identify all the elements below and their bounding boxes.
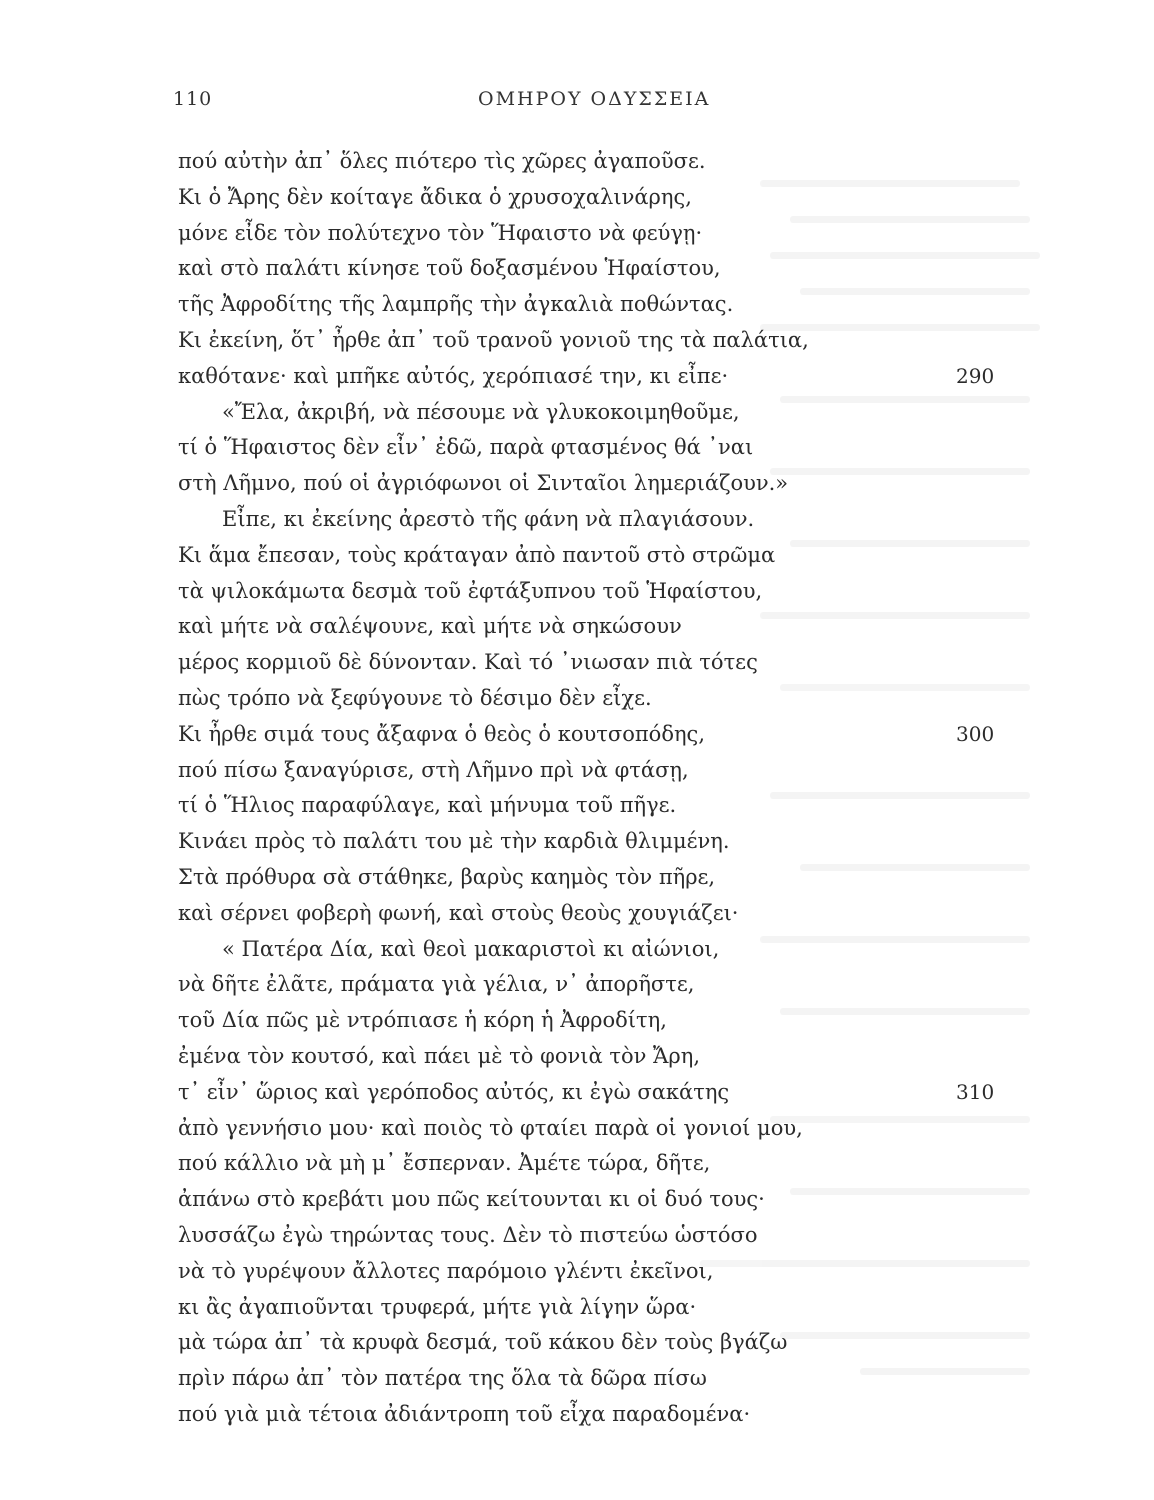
verse-line: [0, 1003, 1154, 1039]
verse-line: [0, 466, 1154, 502]
verse-line: [0, 430, 1154, 466]
verse-text: πού πίσω ξαναγύρισε, στὴ Λῆμνο πρὶ νὰ φτάσῃ,: [178, 757, 689, 782]
verse-text: πού αὐτὴν ἀπ᾽ ὅλες πιότερο τὶς χῶρες ἀγαποῦσε.: [178, 149, 706, 173]
verse-line: [0, 395, 1154, 431]
verse-text: Στὰ πρόθυρα σὰ στάθηκε, βαρὺς καημὸς τὸν πῆρε,: [178, 864, 716, 889]
verse-line: [0, 967, 1154, 1003]
verse-text: καὶ στὸ παλάτι κίνησε τοῦ δοξασμένου Ἡφαίστου,: [178, 256, 721, 281]
verse-text: κι ἂς ἀγαπιοῦνται τρυφερά, μήτε γιὰ λίγην ὥρα·: [178, 1294, 697, 1319]
verse-text: καὶ μήτε νὰ σαλέψουνε, καὶ μήτε νὰ σηκώσουν: [178, 614, 682, 639]
verse-text: Κι ἦρθε σιμά τους ἄξαφνα ὁ θεὸς ὁ κουτσοπόδης,: [178, 721, 705, 746]
verse-text: τῆς Ἀφροδίτης τῆς λαμπρῆς τὴν ἀγκαλιὰ ποθώντας.: [178, 292, 734, 317]
verse-text: μὰ τώρα ἀπ᾽ τὰ κρυφὰ δεσμά, τοῦ κάκου δὲν τοὺς βγάζω: [178, 1330, 788, 1355]
verse-line: [0, 180, 1154, 216]
verse-text: μόνε εἶδε τὸν πολύτεχνο τὸν Ἥφαιστο νὰ φεύγῃ·: [178, 220, 703, 245]
verse-text: Κι ἅμα ἔπεσαν, τοὺς κράταγαν ἀπὸ παντοῦ στὸ στρῶμα: [178, 542, 776, 567]
verse-line: [0, 896, 1154, 932]
verse-line: [0, 1075, 1154, 1111]
verse-line: [0, 1039, 1154, 1075]
verse-line: [0, 1325, 1154, 1361]
page-header: [0, 88, 1154, 118]
verse-line: [0, 1182, 1154, 1218]
verse-line: [0, 287, 1154, 323]
line-number: 310: [956, 1079, 995, 1104]
verse-text: τ᾽ εἶν᾽ ὥριος καὶ γερόποδος αὐτός, κι ἐγὼ σακάτης: [178, 1079, 730, 1104]
verse-line: [0, 144, 1154, 180]
verse-line: [0, 860, 1154, 896]
verse-text: καθότανε· καὶ μπῆκε αὐτός, χερόπιασέ την, κι εἶπε·: [178, 363, 729, 388]
verse-line: [0, 824, 1154, 860]
verse-text: νὰ τὸ γυρέψουν ἄλλοτες παρόμοιο γλέντι ἐκεῖνοι,: [178, 1258, 714, 1283]
running-title: ΟΜΗΡΟΥ ΟΔΥΣΣΕΙΑ: [478, 88, 711, 110]
verse-text: καὶ σέρνει φοβερὴ φωνή, καὶ στοὺς θεοὺς χουγιάζει·: [178, 900, 739, 925]
verse-text: στὴ Λῆμνο, πού οἱ ἀγριόφωνοι οἱ Σινταῖοι λημεριάζουν.»: [178, 471, 789, 496]
verse-text: πού κάλλιο νὰ μὴ μ᾽ ἔσπερναν. Ἀμέτε τώρα, δῆτε,: [178, 1151, 711, 1176]
poem-body: [0, 144, 1154, 1433]
line-number: 290: [956, 363, 995, 388]
verse-line: [0, 932, 1154, 968]
verse-text: τὰ ψιλοκάμωτα δεσμὰ τοῦ ἐφτάξυπνου τοῦ Ἡφαίστου,: [178, 578, 763, 603]
line-number: 300: [956, 721, 995, 746]
verse-text: Κινάει πρὸς τὸ παλάτι του μὲ τὴν καρδιὰ θλιμμένη.: [178, 829, 730, 854]
verse-line: [0, 323, 1154, 359]
verse-line: [0, 1146, 1154, 1182]
verse-text: πού γιὰ μιὰ τέτοια ἀδιάντροπη τοῦ εἶχα παραδομένα·: [178, 1401, 751, 1426]
verse-line: [0, 645, 1154, 681]
verse-text: Κι ἐκείνη, ὅτ᾽ ἦρθε ἀπ᾽ τοῦ τρανοῦ γονιοῦ της τὰ παλάτια,: [178, 327, 809, 352]
verse-line: [0, 788, 1154, 824]
verse-text: ἐμένα τὸν κουτσό, καὶ πάει μὲ τὸ φονιὰ τὸν Ἄρη,: [178, 1043, 701, 1068]
verse-text: τί ὁ Ἥλιος παραφύλαγε, καὶ μήνυμα τοῦ πῆγε.: [178, 793, 677, 818]
verse-line: [0, 717, 1154, 753]
verse-text: « Πατέρα Δία, καὶ θεοὶ μακαριστοὶ κι αἰώνιοι,: [222, 936, 720, 961]
verse-line: [0, 681, 1154, 717]
verse-text: ἀπὸ γεννήσιο μου· καὶ ποιὸς τὸ φταίει παρὰ οἱ γονιοί μου,: [178, 1115, 803, 1140]
verse-line: [0, 251, 1154, 287]
verse-text: πὼς τρόπο νὰ ξεφύγουνε τὸ δέσιμο δὲν εἶχε.: [178, 685, 652, 710]
verse-line: [0, 1361, 1154, 1397]
verse-text: μέρος κορμιοῦ δὲ δύνονταν. Καὶ τό ᾽νιωσαν πιὰ τότες: [178, 650, 758, 675]
verse-line: [0, 502, 1154, 538]
verse-line: [0, 609, 1154, 645]
verse-text: ἀπάνω στὸ κρεβάτι μου πῶς κείτουνται κι οἱ δυό τους·: [178, 1187, 765, 1212]
verse-line: [0, 574, 1154, 610]
verse-text: πρὶν πάρω ἀπ᾽ τὸν πατέρα της ὅλα τὰ δῶρα πίσω: [178, 1366, 707, 1391]
verse-line: [0, 538, 1154, 574]
verse-line: [0, 753, 1154, 789]
verse-line: [0, 1111, 1154, 1147]
verse-text: νὰ δῆτε ἐλᾶτε, πράματα γιὰ γέλια, ν᾽ ἀπορῆστε,: [178, 972, 695, 997]
verse-line: [0, 1397, 1154, 1433]
verse-text: τί ὁ Ἥφαιστος δὲν εἶν᾽ ἐδῶ, παρὰ φτασμένος θά ᾽ναι: [178, 435, 754, 460]
verse-text: Κι ὁ Ἄρης δὲν κοίταγε ἄδικα ὁ χρυσοχαλινάρης,: [178, 184, 692, 209]
verse-text: «Ἔλα, ἀκριβή, νὰ πέσουμε νὰ γλυκοκοιμηθοῦμε,: [222, 399, 740, 424]
verse-line: [0, 216, 1154, 252]
verse-text: Εἶπε, κι ἐκείνης ἀρεστὸ τῆς φάνη νὰ πλαγιάσουν.: [222, 506, 755, 531]
verse-text: λυσσάζω ἐγὼ τηρώντας τους. Δὲν τὸ πιστεύω ὡστόσο: [178, 1222, 758, 1247]
verse-line: [0, 359, 1154, 395]
verse-line: [0, 1254, 1154, 1290]
verse-text: τοῦ Δία πῶς μὲ ντρόπιασε ἡ κόρη ἡ Ἀφροδίτη,: [178, 1008, 667, 1033]
page-number: 110: [173, 88, 213, 110]
verse-line: [0, 1290, 1154, 1326]
verse-line: [0, 1218, 1154, 1254]
